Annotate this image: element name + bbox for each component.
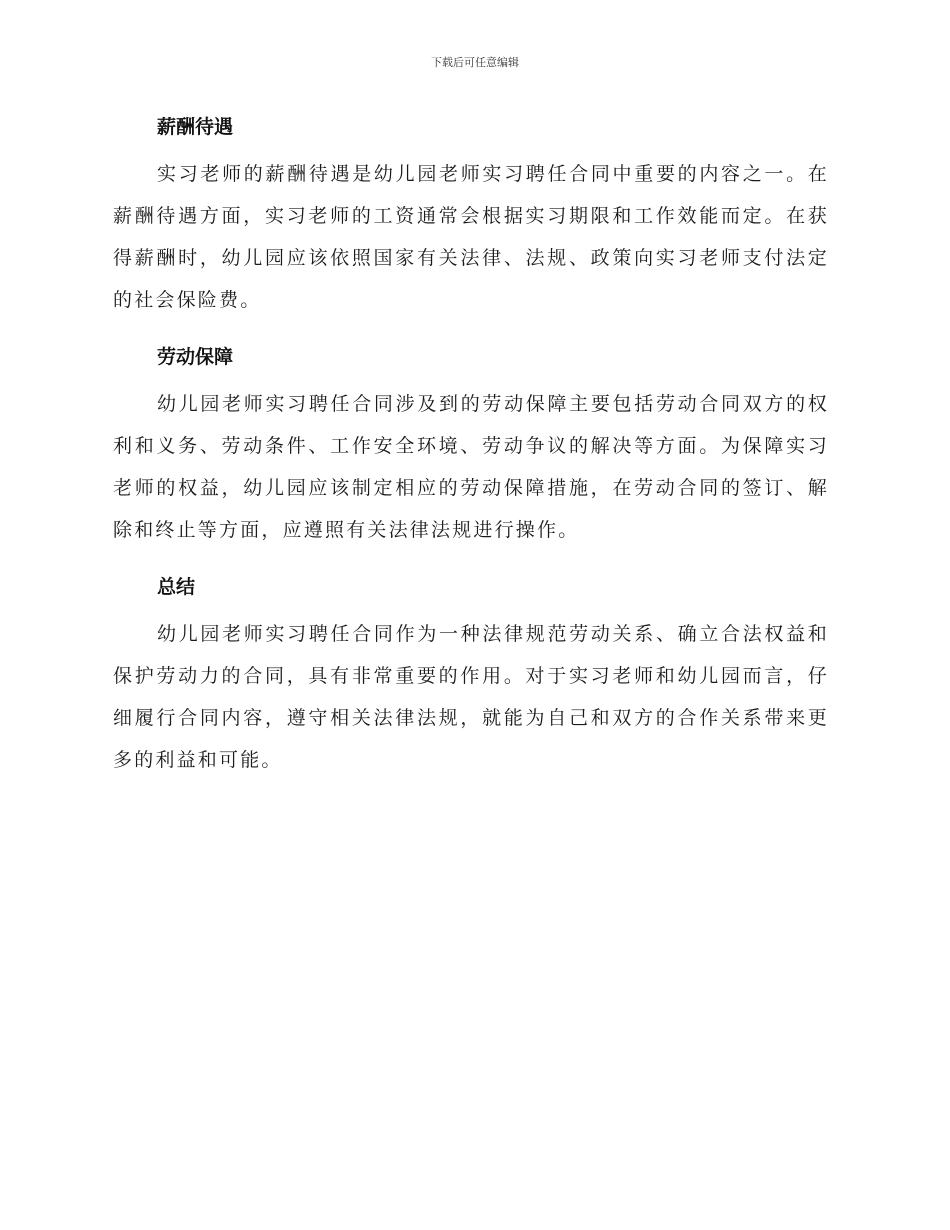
section-paragraph: 实习老师的薪酬待遇是幼儿园老师实习聘任合同中重要的内容之一。在薪酬待遇方面，实习老师的工资通常会根据实习期限和工作效能而定。在获得薪酬时，幼儿园应该依照国家有关法律、法规、政策向实习老师支付法定的社会保险费。 (113, 163, 829, 311)
section-paragraph: 幼儿园老师实习聘任合同作为一种法律规范劳动关系、确立合法权益和保护劳动力的合同，具有非常重要的作用。对于实习老师和幼儿园而言，仔细履行合同内容，遵守相关法律法规，就能为自己和双方的合作关系带来更多的利益和可能。 (113, 623, 829, 771)
page-header: 下载后可任意编辑 (431, 56, 519, 69)
section-paragraph: 幼儿园老师实习聘任合同涉及到的劳动保障主要包括劳动合同双方的权利和义务、劳动条件、工作安全环境、劳动争议的解决等方面。为保障实习老师的权益，幼儿园应该制定相应的劳动保障措施，在劳动合同的签订、解除和终止等方面，应遵照有关法律法规进行操作。 (113, 393, 829, 541)
section-heading: 总结 (157, 576, 196, 598)
section-summary (113, 570, 829, 781)
section-heading: 劳动保障 (157, 346, 234, 368)
section-salary (113, 110, 829, 321)
section-heading: 薪酬待遇 (157, 116, 234, 138)
document-body (113, 110, 829, 800)
section-labor-protection (113, 340, 829, 551)
